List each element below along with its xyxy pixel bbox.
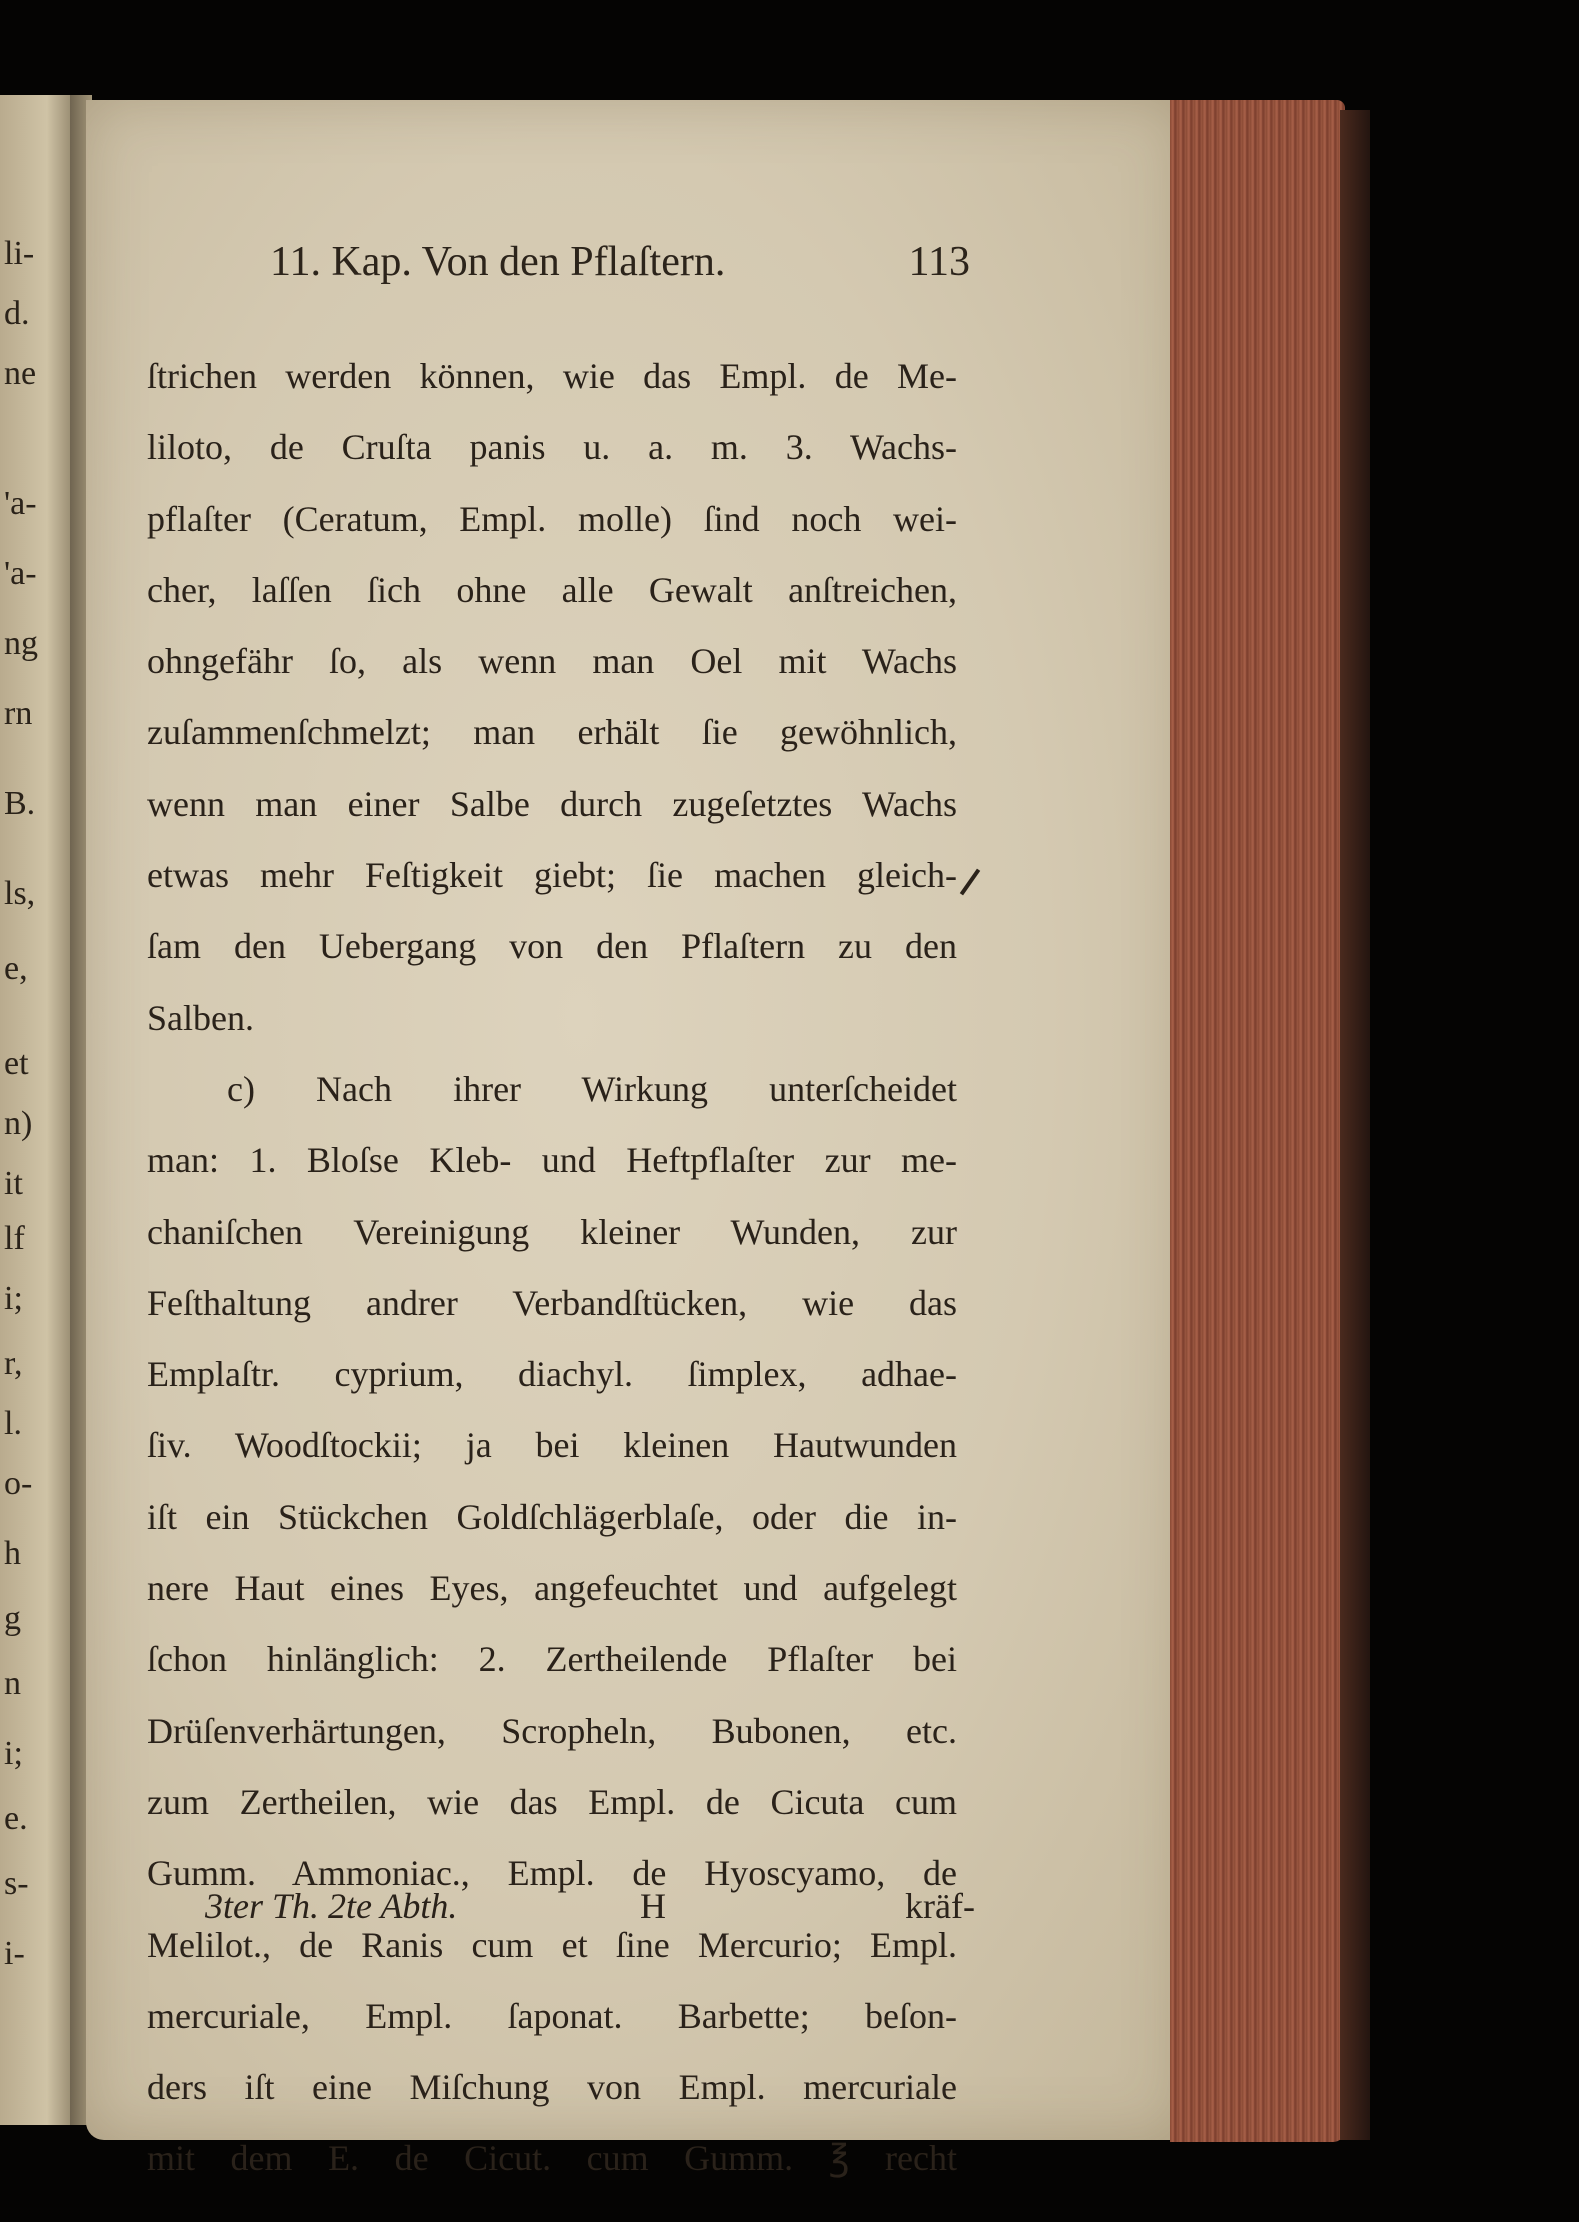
text-line: Gumm. Ammoniac., Empl. de Hyoscyamo, de [147, 1853, 957, 1894]
text-line: Drüſenverhärtungen, Scropheln, Bubonen, etc. [147, 1710, 957, 1751]
text-line: chaniſchen Vereinigung kleiner Wunden, zur [147, 1211, 957, 1252]
left-fragment: 'a- [4, 555, 37, 592]
text-line: nere Haut eines Eyes, angefeuchtet und aufgelegt [147, 1568, 957, 1609]
left-fragment: e, [4, 950, 28, 987]
chapter-title: 11. Kap. Von den Pflaſtern. [270, 239, 726, 285]
left-fragment: h [4, 1535, 21, 1572]
left-fragment: g [4, 1600, 21, 1637]
signature-mark: H [640, 1886, 666, 1926]
text-line: Emplaſtr. cyprium, diachyl. ſimplex, adhae- [147, 1354, 957, 1395]
text-line: zuſammenſchmelzt; man erhält ſie gewöhnlich, [147, 712, 957, 753]
text-line: mercuriale, Empl. ſaponat. Barbette; beſon- [147, 1995, 957, 2036]
left-fragment: rn [4, 695, 33, 732]
text-line: Feſthaltung andrer Verbandſtücken, wie das [147, 1282, 957, 1323]
cover-edge [1340, 110, 1370, 2140]
left-fragment: r, [4, 1345, 23, 1382]
left-fragment: et [4, 1045, 29, 1082]
text-line: ders iſt eine Miſchung von Empl. mercuriale [147, 2067, 957, 2108]
left-fragment: n [4, 1665, 21, 1702]
text-line: ohngefähr ſo, als wenn man Oel mit Wachs [147, 641, 957, 682]
text-line: c) Nach ihrer Wirkung unterſcheidet [227, 1068, 957, 1109]
text-line: pflaſter (Ceratum, Empl. molle) ſind noch wei- [147, 498, 957, 539]
text-line: ſiv. Woodſtockii; ja bei kleinen Hautwunden [147, 1425, 957, 1466]
text-line: wenn man einer Salbe durch zugeſetztes Wachs [147, 783, 957, 824]
text-line: iſt ein Stückchen Goldſchlägerblaſe, oder die in- [147, 1496, 957, 1537]
text-line: ſchon hinlänglich: 2. Zertheilende Pflaſter bei [147, 1639, 957, 1680]
left-fragment: 'a- [4, 485, 37, 522]
left-fragment: s- [4, 1865, 29, 1902]
page-number: 113 [908, 239, 970, 285]
running-header [270, 238, 970, 298]
left-fragment: ls, [4, 875, 36, 912]
left-fragment: o- [4, 1465, 33, 1502]
left-fragment: li- [4, 235, 35, 272]
page-footer [205, 1885, 975, 1941]
text-line: etwas mehr Feſtigkeit giebt; ſie machen gleich- [147, 855, 957, 896]
text-line: ſtrichen werden können, wie das Empl. de Me- [147, 356, 957, 396]
text-line: liloto, de Cruſta panis u. a. m. 3. Wachs- [147, 427, 957, 468]
text-line: man: 1. Bloſse Kleb- und Heftpflaſter zur me- [147, 1140, 957, 1181]
text-line: mit dem E. de Cicut. cum Gumm. ℥ recht [147, 2138, 957, 2179]
left-fragment: ng [4, 625, 38, 662]
left-fragment: it [4, 1165, 23, 1202]
left-fragment: ne [4, 355, 37, 392]
left-fragment: n) [4, 1105, 33, 1142]
left-fragment: l. [4, 1405, 22, 1442]
text-line: Salben. [147, 997, 254, 1038]
catchword: kräf- [905, 1886, 975, 1926]
text-line: Melilot., de Ranis cum et ſine Mercurio; Empl. [147, 1924, 957, 1965]
text-line: zum Zertheilen, wie das Empl. de Cicuta cum [147, 1781, 957, 1822]
left-page-edge [0, 95, 78, 2125]
left-fragment: i- [4, 1935, 25, 1972]
left-fragment: i; [4, 1280, 23, 1317]
text-line: cher, laſſen ſich ohne alle Gewalt anſtreichen, [147, 569, 957, 610]
left-fragment: d. [4, 295, 30, 332]
left-fragment: B. [4, 785, 36, 822]
left-fragment: i; [4, 1735, 23, 1772]
text-line: ſam den Uebergang von den Pflaſtern zu den [147, 926, 957, 967]
left-fragment: lf [4, 1220, 25, 1257]
left-fragment: e. [4, 1800, 28, 1837]
volume-signature: 3ter Th. 2te Abth. [205, 1886, 458, 1926]
page-block-edge [1170, 100, 1345, 2142]
